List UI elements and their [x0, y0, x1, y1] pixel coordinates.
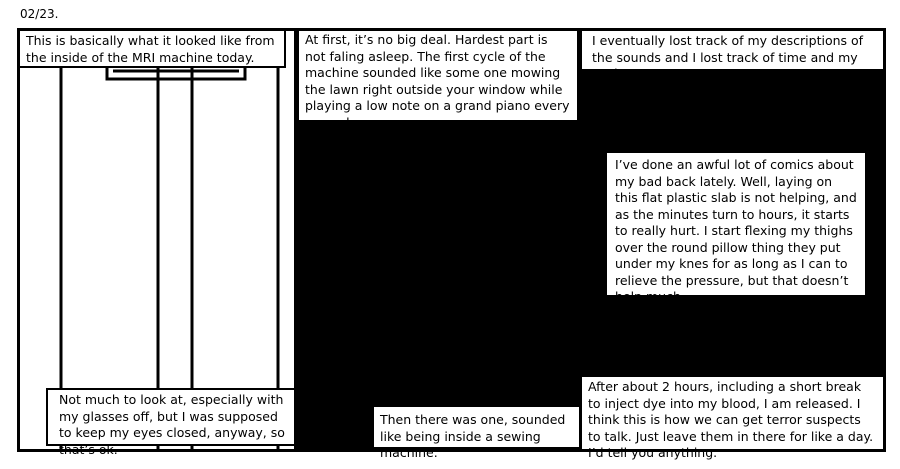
panel-3: [579, 28, 886, 460]
panel-1: [17, 28, 297, 457]
panel-1-top-caption: This is basically what it looked like from the inside of the MRI machine today.: [18, 29, 286, 68]
panel-3-middle-caption: I’ve done an awful lot of comics about my bad back lately. Well, laying on this flat plastic slab is not helping, and as the minutes turn to hours, it starts to really hurt. I start flexing my thighs over the round pillow thing they put under my knes for as long as I can to relieve the pressure, but that doesn’t help much.: [605, 151, 867, 297]
panel-1-bottom-caption: Not much to look at, especially with my glasses off, but I was supposed to keep my eyes closed, anyway, so that’s ok.: [46, 388, 296, 446]
panel-2-top-caption: At first, it’s no big deal. Hardest part is not faling asleep. The first cycle of the machine sounded like some one mowing the lawn right outside your window while playing a low note on a grand piano every second.: [297, 29, 579, 122]
panel-3-top-caption: I eventually lost track of my descriptions of the sounds and I lost track of time and my sanity.: [580, 29, 885, 71]
mri-bore-drawing: [20, 31, 294, 449]
panel-2: [296, 28, 580, 460]
panel-3-bottom-caption: After about 2 hours, including a short break to inject dye into my blood, I am released. I think this is how we can get terror suspects to talk. Just leave them in there for like a day. I’d tell you anything.: [580, 375, 885, 451]
strip-date: 02/23.: [20, 7, 59, 21]
panel-2-bottom-caption: Then there was one, sounded like being inside a sewing machine.: [372, 405, 582, 449]
